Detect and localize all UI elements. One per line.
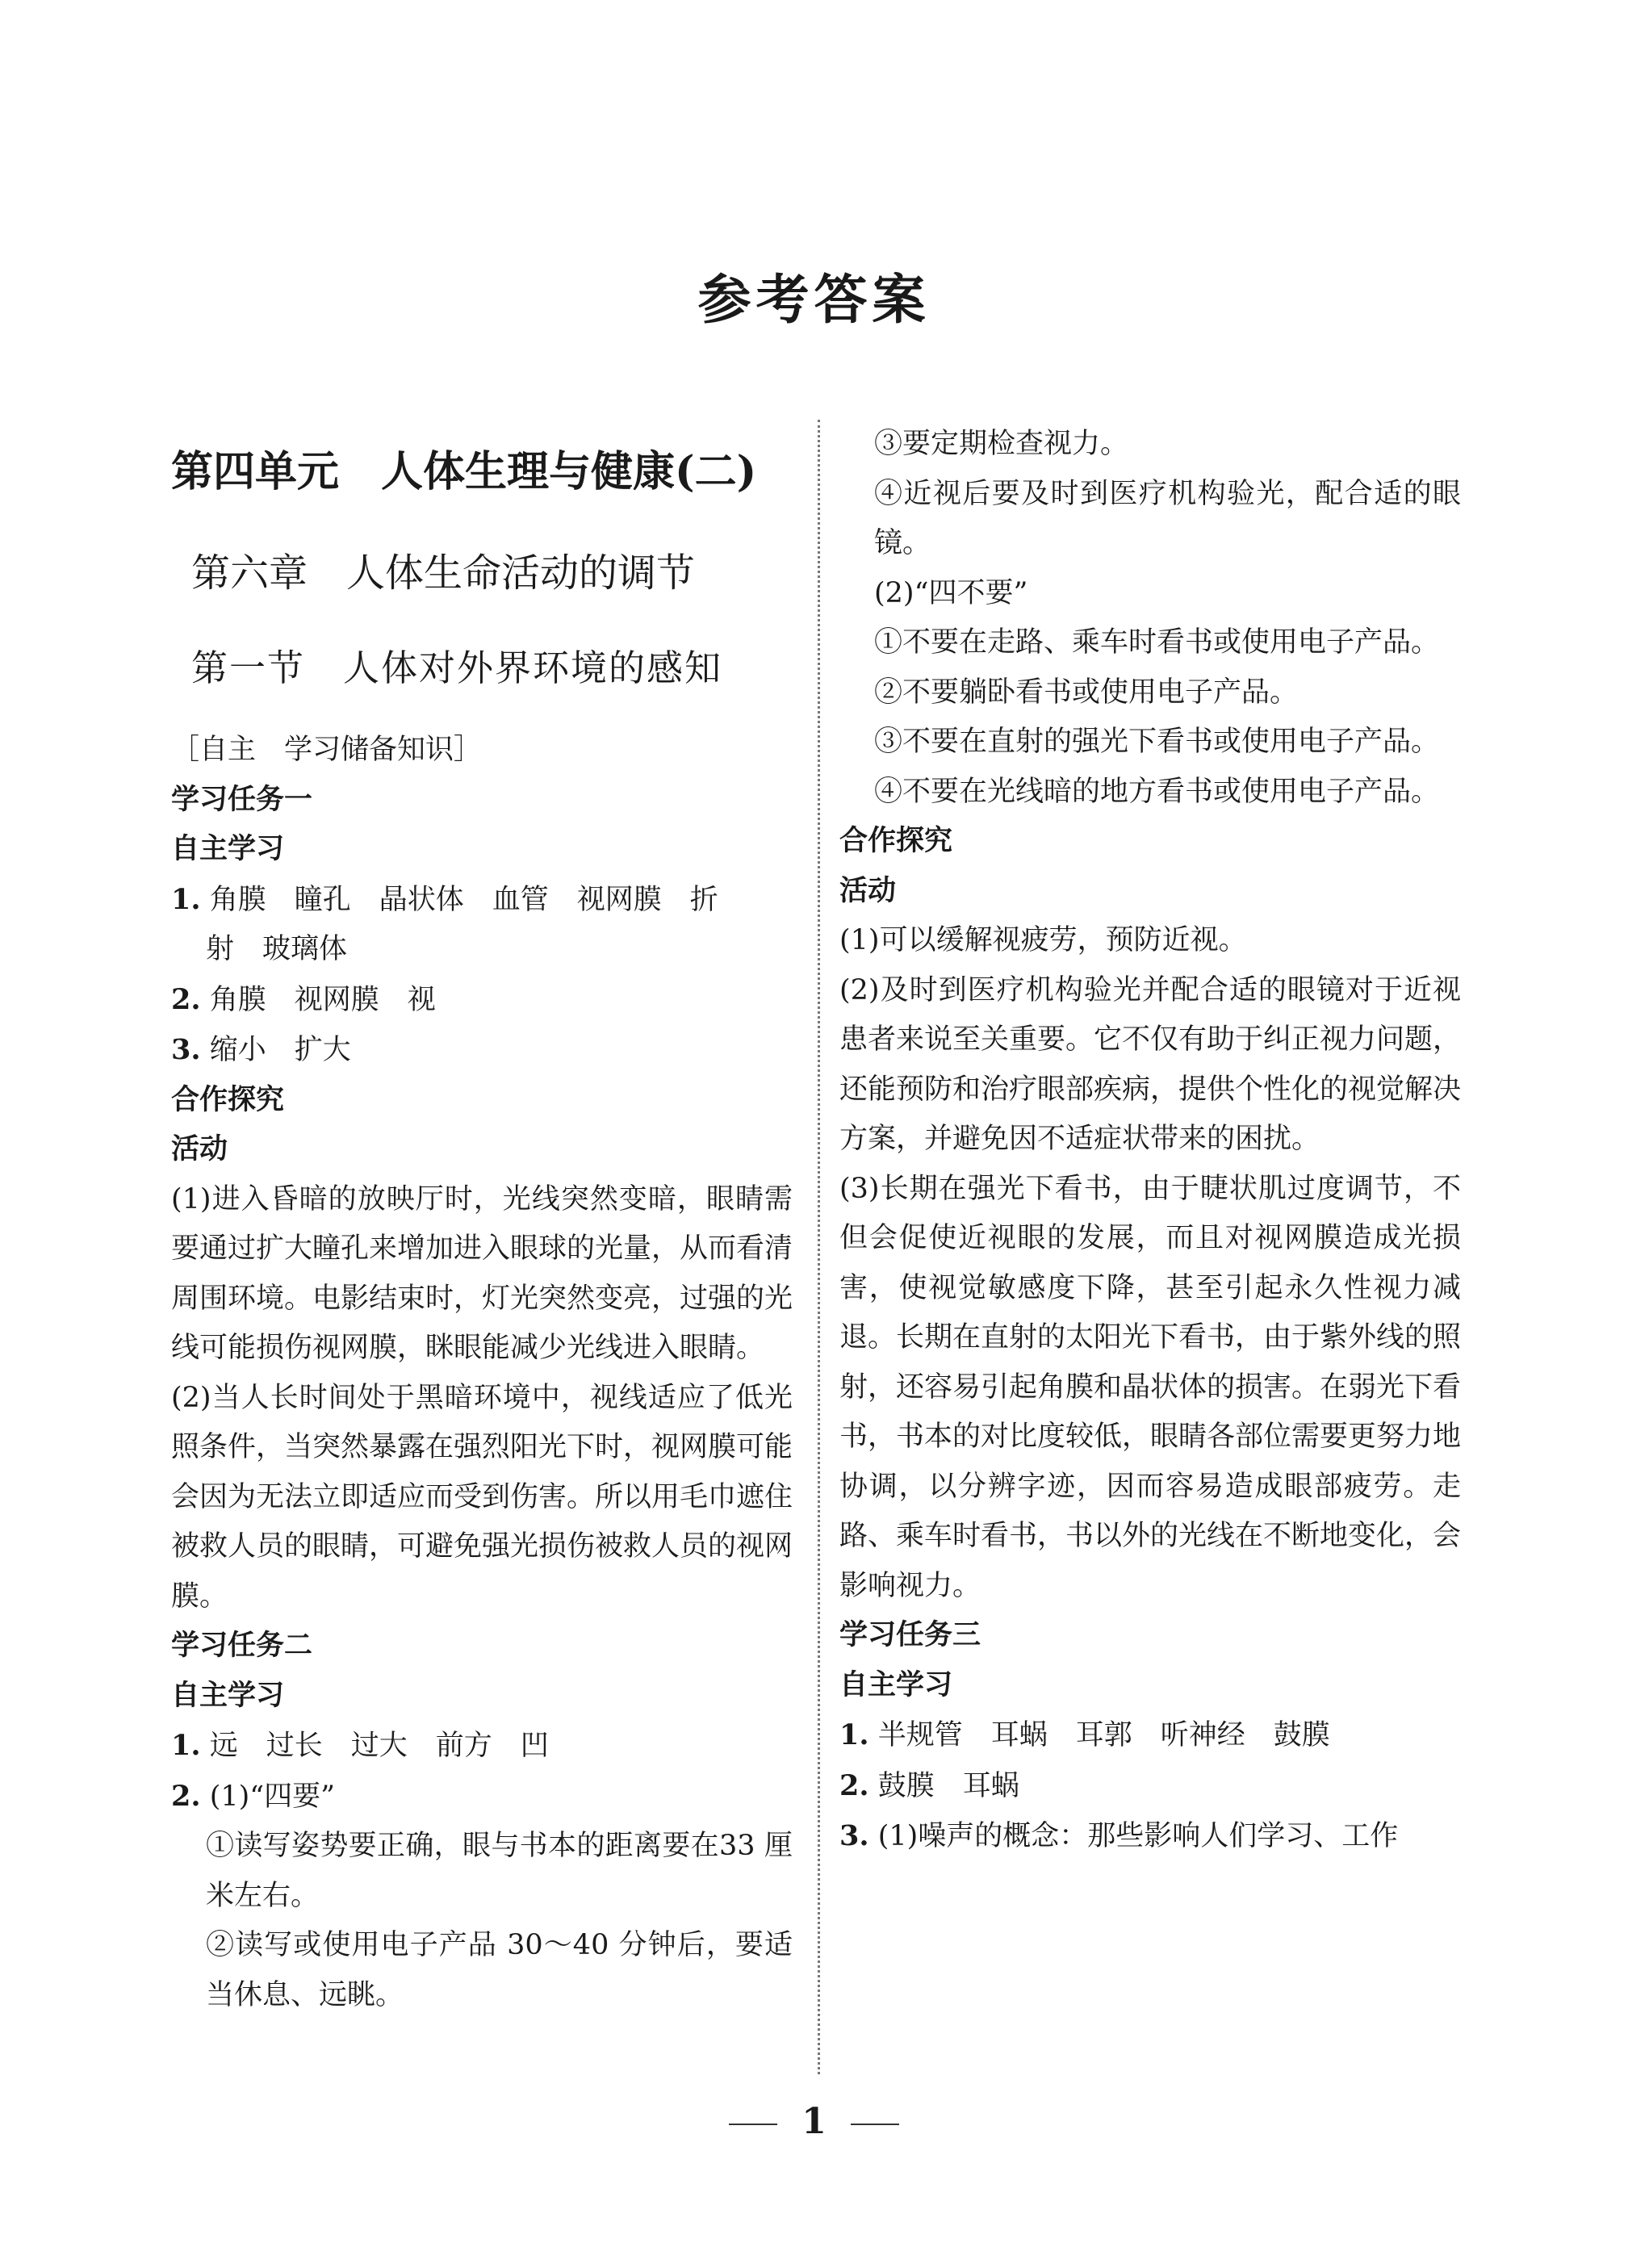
- activity-heading: 活动: [171, 1133, 228, 1165]
- cooperative-heading: 合作探究: [839, 825, 953, 857]
- activity-heading: 活动: [839, 874, 897, 907]
- answer-number: 3.: [839, 1819, 869, 1852]
- page-number-dash-right: [851, 2124, 899, 2125]
- answer-text: 远 过长 过大 前方 凹: [209, 1730, 549, 1762]
- page-title: 参考答案: [697, 269, 931, 331]
- unit-title: 第四单元 人体生理与健康(二): [171, 447, 757, 496]
- four-musts-item: ②读写或使用电子产品 30～40 分钟后，要适当休息、远眺。: [206, 1929, 793, 2011]
- answer-number: 2.: [171, 1779, 201, 1813]
- page-number: [0, 2101, 1628, 2142]
- activity-answer-2: (2)当人长时间处于黑暗环境中，视线适应了低光照条件，当突然暴露在强烈阳光下时，视网膜可能会因为无法立即适应而受到伤害。所以用毛巾遮住被救人员的眼睛，可避免强光损伤被救人员的视网膜。: [171, 1381, 793, 1613]
- answer-1: [171, 875, 793, 926]
- answer-2: [171, 975, 793, 1026]
- answer-number: 2.: [171, 982, 201, 1016]
- task-1-heading: 学习任务一: [171, 783, 313, 816]
- activity-answer-1: (1)进入昏暗的放映厅时，光线突然变暗，眼睛需要通过扩大瞳孔来增加进入眼球的光量，从而看清周围环境。电影结束时，灯光突然变亮，过强的光线可能损伤视网膜，眯眼能减少光线进入眼睛。: [171, 1182, 793, 1364]
- answer-text: 缩小 扩大: [209, 1034, 351, 1066]
- section-title: 第一节 人体对外界环境的感知: [191, 647, 723, 689]
- chapter-title: 第六章 人体生命活动的调节: [191, 550, 696, 596]
- page-number-dash-left: [729, 2124, 777, 2125]
- prep-heading: ［自主 学习储备知识］: [171, 734, 483, 766]
- answer-text: (1)噪声的概念：那些影响人们学习、工作: [877, 1820, 1399, 1852]
- answer-text: 半规管 耳蜗 耳郭 听神经 鼓膜: [877, 1719, 1330, 1751]
- four-donts-item: ③不要在直射的强光下看书或使用电子产品。: [874, 726, 1440, 758]
- answer-text: 鼓膜 耳蜗: [877, 1769, 1019, 1802]
- four-donts-heading: (2)“四不要”: [874, 576, 1028, 609]
- answer-number: 1.: [839, 1718, 869, 1751]
- column-divider: [818, 420, 820, 2074]
- four-donts-item: ①不要在走路、乘车时看书或使用电子产品。: [874, 626, 1440, 659]
- task2-answer-2: [171, 1772, 793, 1822]
- answer-number: 3.: [171, 1033, 201, 1066]
- task2-answer-1: [171, 1721, 793, 1772]
- answer-text: (1)“四要”: [209, 1780, 336, 1813]
- activity-answer-3: (3)长期在强光下看书，由于睫状肌过度调节，不但会促使近视眼的发展，而且对视网膜造成光损害，使视觉敏感度下降，甚至引起永久性视力减退。长期在直射的太阳光下看书，由于紫外线的照射，还容易引起角膜和晶状体的损害。在弱光下看书，书本的对比度较低，眼睛各部位需要更努力地协调，以分辨字迹，因而容易造成眼部疲劳。走路、乘车时看书，书以外的光线在不断地变化，会影响视力。: [839, 1172, 1462, 1602]
- answer-3: [171, 1025, 793, 1076]
- cooperative-heading: 合作探究: [171, 1083, 285, 1116]
- answer-text: 角膜 瞳孔 晶状体 血管 视网膜 折: [209, 883, 718, 916]
- self-study-heading: 自主学习: [171, 1679, 285, 1712]
- answer-1-continued: 射 玻璃体: [206, 933, 348, 965]
- self-study-heading: 自主学习: [839, 1668, 953, 1701]
- self-study-heading: 自主学习: [171, 833, 285, 865]
- left-column: [171, 420, 793, 2020]
- four-musts-item: ④近视后要及时到医疗机构验光，配合适的眼镜。: [874, 477, 1461, 559]
- task3-answer-3: [839, 1811, 1461, 1862]
- answer-text: 角膜 视网膜 视: [209, 983, 436, 1016]
- four-donts-item: ④不要在光线暗的地方看书或使用电子产品。: [874, 775, 1440, 808]
- right-column: [839, 420, 1461, 1862]
- answer-number: 1.: [171, 1729, 201, 1762]
- answer-number: 1.: [171, 882, 201, 916]
- task-2-heading: 学习任务二: [171, 1630, 313, 1662]
- four-musts-item: ①读写姿势要正确，眼与书本的距离要在33 厘米左右。: [206, 1830, 793, 1912]
- activity-answer-1: (1)可以缓解视疲劳，预防近视。: [839, 924, 1247, 956]
- answer-number: 2.: [839, 1768, 869, 1802]
- activity-answer-2: (2)及时到医疗机构验光并配合适的眼镜对于近视患者来说至关重要。它不仅有助于纠正视力问题，还能预防和治疗眼部疾病，提供个性化的视觉解决方案，并避免因不适症状带来的困扰。: [839, 973, 1462, 1155]
- page-number-value: 1: [801, 2101, 827, 2142]
- four-musts-item: ③要定期检查视力。: [874, 428, 1129, 460]
- task-3-heading: 学习任务三: [839, 1619, 981, 1651]
- task3-answer-2: [839, 1761, 1461, 1812]
- four-donts-item: ②不要躺卧看书或使用电子产品。: [874, 676, 1299, 709]
- task3-answer-1: [839, 1710, 1461, 1761]
